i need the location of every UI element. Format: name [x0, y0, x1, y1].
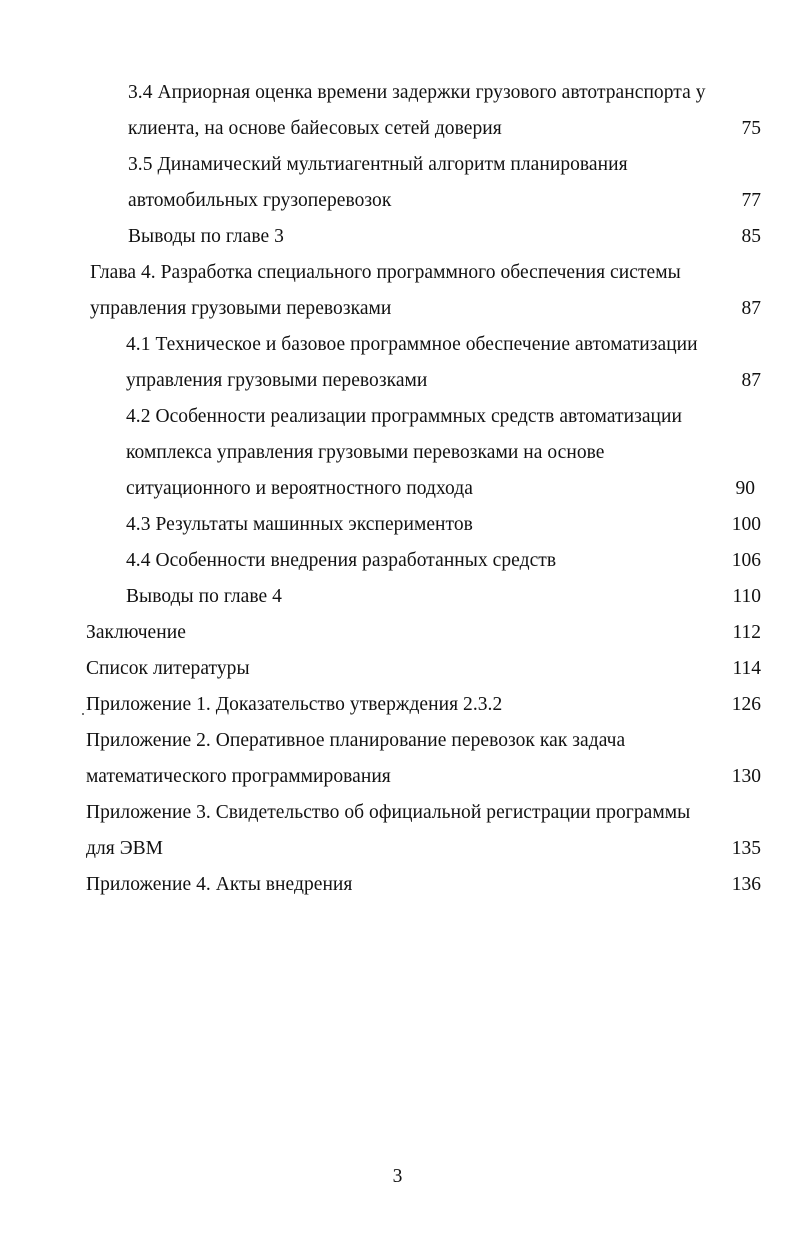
toc-entry-references: Список литературы [86, 658, 250, 679]
toc-entry-appendix-1-page: 126 [731, 694, 761, 715]
toc-entry-4-3-page: 100 [731, 514, 761, 535]
toc-entry-ch3-conclusions: Выводы по главе 3 [128, 226, 284, 247]
toc-entry-4-2-line-2: комплекса управления грузовыми перевозками на основе [126, 442, 605, 463]
toc-entry-conclusion: Заключение [86, 622, 186, 643]
toc-entry-appendix-3-page: 135 [731, 838, 761, 859]
toc-entry-ch3-conclusions-page: 85 [741, 226, 761, 247]
toc-entry-3-4-line-2: клиента, на основе байесовых сетей доверия [128, 118, 502, 139]
toc-entry-ch4-line-2: управления грузовыми перевозками [90, 298, 392, 319]
toc-entry-4-4-page: 106 [731, 550, 761, 571]
toc-entry-3-5-page: 77 [741, 190, 761, 211]
toc-entry-appendix-1: Приложение 1. Доказательство утверждения 2.3.2 [86, 694, 503, 715]
toc-entry-4-2-page: 90 [735, 478, 755, 499]
toc-entry-4-1-line-1: 4.1 Техническое и базовое программное обеспечение автоматизации [126, 334, 698, 355]
toc-entry-appendix-2-line-1: Приложение 2. Оперативное планирование перевозок как задача [86, 730, 626, 751]
toc-entry-4-2-line-3: ситуационного и вероятностного подхода [126, 478, 473, 499]
toc-entry-4-1-page: 87 [741, 370, 761, 391]
toc-entry-ch4-conclusions-page: 110 [732, 586, 761, 607]
toc-entry-4-4: 4.4 Особенности внедрения разработанных средств [126, 550, 557, 571]
toc-entry-4-3: 4.3 Результаты машинных экспериментов [126, 514, 473, 535]
toc-entry-ch4-page: 87 [741, 298, 761, 319]
toc-entry-3-5-line-1: 3.5 Динамический мультиагентный алгоритм планирования [128, 154, 628, 175]
page-number: 3 [392, 1166, 403, 1187]
toc-entry-appendix-4: Приложение 4. Акты внедрения [86, 874, 353, 895]
toc-entry-4-2-line-1: 4.2 Особенности реализации программных средств автоматизации [126, 406, 682, 427]
toc-entry-3-4-page: 75 [741, 118, 761, 139]
toc-entry-4-1-line-2: управления грузовыми перевозками [126, 370, 428, 391]
toc-entry-appendix-4-page: 136 [731, 874, 761, 895]
toc-entry-3-5-line-2: автомобильных грузоперевозок [128, 190, 392, 211]
scan-speck [82, 713, 84, 715]
toc-entry-conclusion-page: 112 [732, 622, 761, 643]
toc-entry-3-4-line-1: 3.4 Априорная оценка времени задержки грузового автотранспорта у [128, 82, 706, 103]
toc-entry-references-page: 114 [732, 658, 761, 679]
toc-entry-ch4-line-1: Глава 4. Разработка специального программного обеспечения системы [90, 262, 681, 283]
toc-entry-ch4-conclusions: Выводы по главе 4 [126, 586, 282, 607]
toc-entry-appendix-2-page: 130 [731, 766, 761, 787]
toc-entry-appendix-3-line-1: Приложение 3. Свидетельство об официальной регистрации программы [86, 802, 691, 823]
toc-entry-appendix-2-line-2: математического программирования [86, 766, 391, 787]
toc-entry-appendix-3-line-2: для ЭВМ [86, 838, 164, 859]
